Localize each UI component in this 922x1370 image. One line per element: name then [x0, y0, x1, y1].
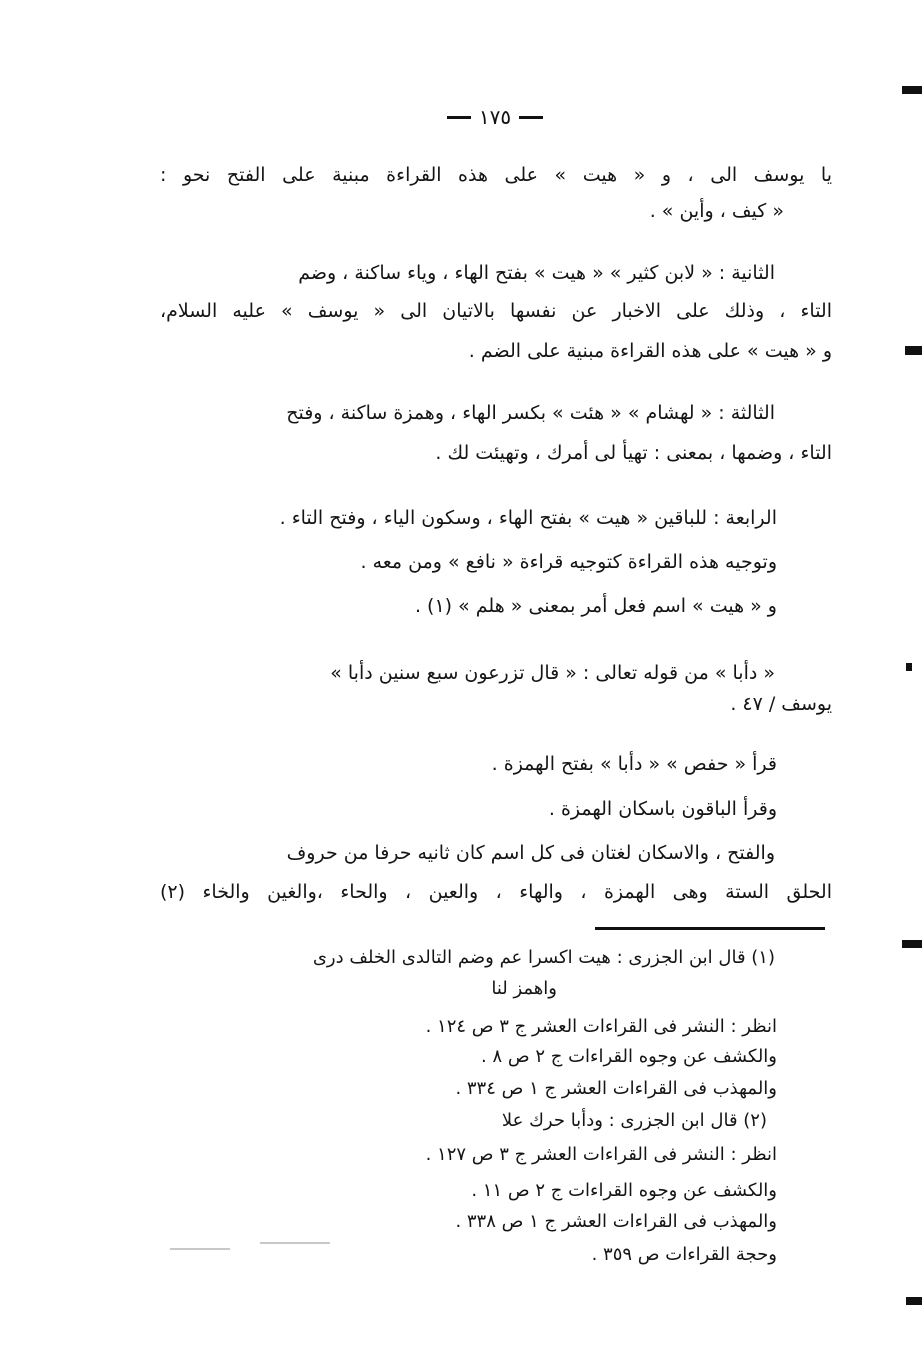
body-line: وقرأ الباقون باسكان الهمزة . [548, 798, 777, 820]
body-line: وتوجيه هذه القراءة كتوجيه قراءة « نافع » ومن معه . [360, 551, 777, 573]
scan-mark [906, 1297, 922, 1305]
dash-right [447, 116, 471, 119]
footnote-line: والكشف عن وجوه القراءات ج ٢ ص ٨ . [481, 1046, 777, 1067]
scan-mark [905, 346, 922, 355]
body-line: التاء ، وضمها ، بمعنى : تهيأ لى أمرك ، وتهيئت لك . [435, 442, 832, 464]
body-line: و « هيت » اسم فعل أمر بمعنى « هلم » (١) . [414, 595, 777, 617]
scan-mark [902, 86, 922, 94]
scan-smudge [170, 1248, 230, 1250]
body-line: الحلق الستة وهى الهمزة ، والهاء ، والعين ، والحاء ،والغين والخاء (٢) [160, 881, 832, 903]
page-number: ١٧٥ [478, 105, 512, 129]
footnote-line: (١) قال ابن الجزرى : هيت اكسرا عم وضم التالدى الخلف درى [312, 947, 775, 968]
footnote-line: والمهذب فى القراءات العشر ج ١ ص ٣٣٨ . [455, 1211, 777, 1232]
body-line: الثالثة : « لهشام » « هئت » بكسر الهاء ، وهمزة ساكنة ، وفتح [286, 402, 775, 424]
body-line: الرابعة : للباقين « هيت » بفتح الهاء ، وسكون الياء ، وفتح التاء . [279, 507, 777, 529]
footnote-line: انظر : النشر فى القراءات العشر ج ٣ ص ١٢٤ . [425, 1016, 777, 1037]
footnote-separator [595, 927, 825, 930]
body-line: « دأبا » من قوله تعالى : « قال تزرعون سبع سنين دأبا » [330, 662, 775, 684]
scan-smudge [260, 1242, 330, 1244]
body-line: قرأ « حفص » « دأبا » بفتح الهمزة . [491, 753, 777, 775]
dash-left [519, 116, 543, 119]
scan-mark [906, 663, 912, 671]
footnote-line: (٢) قال ابن الجزرى : ودأبا حرك علا [501, 1110, 767, 1131]
body-line: التاء ، وذلك على الاخبار عن نفسها بالاتيان الى « يوسف » عليه السلام، [160, 300, 832, 322]
body-line: و « هيت » على هذه القراءة مبنية على الضم . [468, 340, 832, 362]
body-line: يا يوسف الى ، و « هيت » على هذه القراءة مبنية على الفتح نحو : [160, 164, 832, 186]
body-line: والفتح ، والاسكان لغتان فى كل اسم كان ثانيه حرفا من حروف [286, 842, 775, 864]
footnote-line: وحجة القراءات ص ٣٥٩ . [591, 1244, 777, 1265]
scan-mark [902, 940, 922, 948]
body-line: يوسف / ٤٧ . [730, 693, 832, 715]
footnote-line: انظر : النشر فى القراءات العشر ج ٣ ص ١٢٧ . [425, 1144, 777, 1165]
body-line: الثانية : « لابن كثير » « هيت » بفتح الهاء ، وياء ساكنة ، وضم [298, 262, 775, 284]
page-header [420, 102, 570, 132]
body-line: « كيف ، وأين » . [649, 200, 784, 222]
footnote-line: والكشف عن وجوه القراءات ج ٢ ص ١١ . [471, 1180, 777, 1201]
footnote-line: واهمز لنا [491, 978, 557, 999]
footnote-line: والمهذب فى القراءات العشر ج ١ ص ٣٣٤ . [455, 1078, 777, 1099]
